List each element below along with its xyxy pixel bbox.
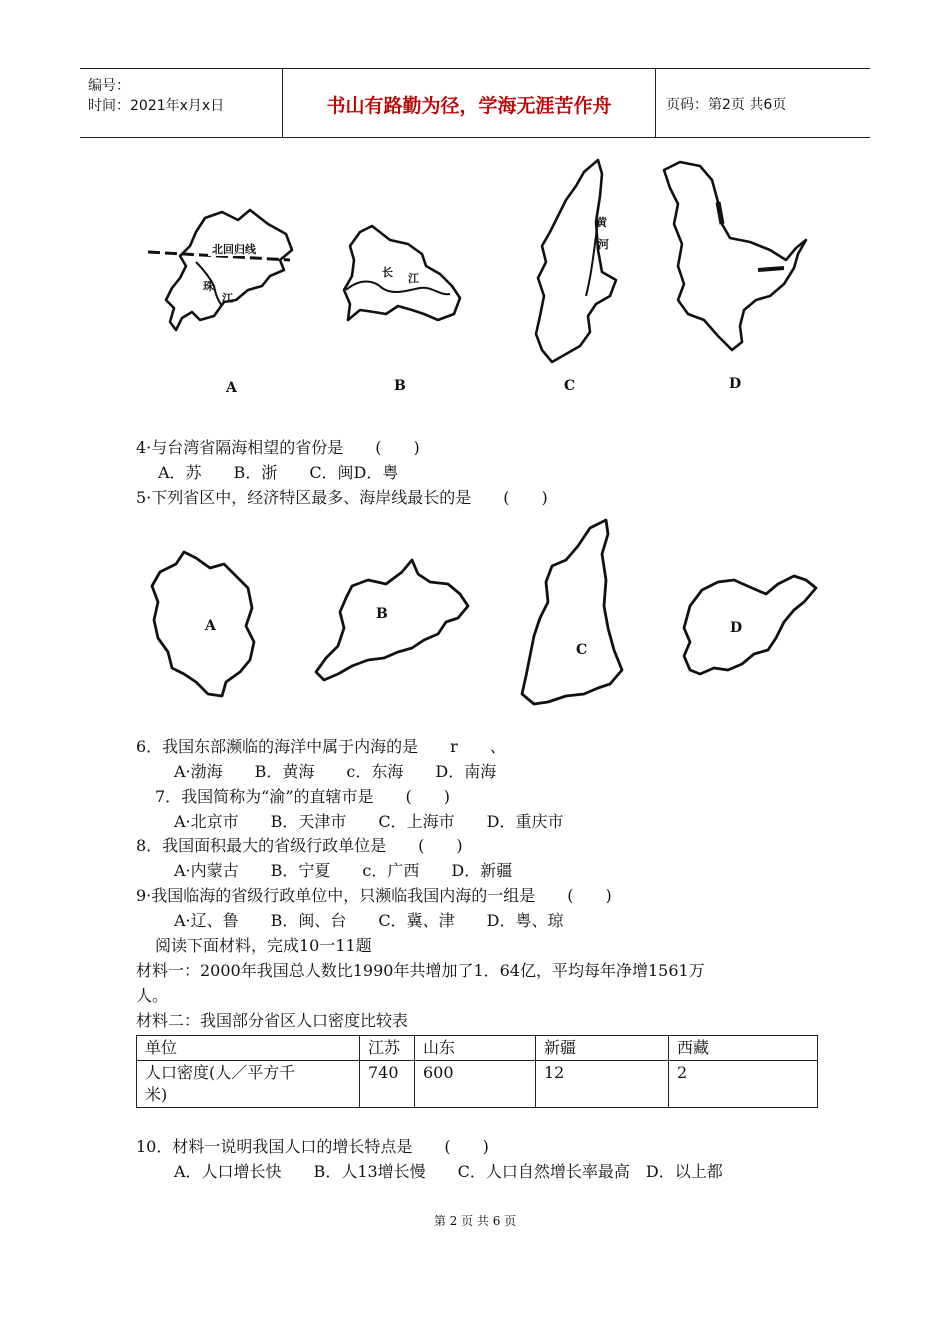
map-a-outline (166, 210, 292, 330)
row-label-line-1: 人口密度(人／平方千 (145, 1063, 296, 1082)
motto: 书山有路勤为径，学海无涯苦作舟 (326, 95, 612, 117)
map-b-outline (344, 226, 460, 320)
map-c-yellow-river-label-1: 黄 (596, 216, 607, 229)
header-center-cell (283, 69, 656, 137)
map-c-yellow-river-label-2: 河 (598, 238, 609, 251)
figure1-label-c: C (564, 378, 576, 394)
table-cell: 12 (536, 1061, 669, 1108)
table-row-label (137, 1061, 360, 1108)
material-1-line-2: 人。 (136, 986, 169, 1005)
header-left-cell (80, 69, 283, 137)
q7-stem: 7．我国简称为“渝”的直辖市是 ( ) (155, 787, 451, 806)
map-2c-outline (522, 520, 622, 704)
map-c-outline (536, 160, 616, 362)
table-cell: 740 (360, 1061, 415, 1108)
table-header-cell: 西藏 (669, 1036, 818, 1061)
q4-options: A．苏 B．浙 C．闽D．粤 (158, 463, 399, 482)
map-b-yangtze-label-1: 长 (382, 266, 393, 279)
table-row (137, 1061, 818, 1108)
time-label: 时间：2021年x月x日 (88, 98, 225, 114)
table-header-row (137, 1036, 818, 1061)
page-header (80, 68, 870, 138)
q4-stem: 4·与台湾省隔海相望的省份是 ( ) (136, 438, 420, 457)
page-info: 页码：第2页 共6页 (666, 97, 787, 113)
q10-options: A．人口增长快 B．人13增长慢 C．人口自然增长率最高 D．以上都 (174, 1162, 723, 1181)
figure2-label-a: A (205, 618, 216, 634)
population-density-table (136, 1035, 818, 1108)
page-footer: 第 2 页 共 6 页 (433, 1214, 517, 1228)
table-header-cell: 新疆 (536, 1036, 669, 1061)
map-2a-outline (152, 552, 254, 696)
material-2-title: 材料二：我国部分省区人口密度比较表 (136, 1011, 409, 1030)
q8-options: A·内蒙古 B．宁夏 c．广西 D．新疆 (174, 861, 513, 880)
map-a-tropic-label: 北回归线 (212, 243, 256, 256)
q8-stem: 8．我国面积最大的省级行政单位是 ( ) (136, 836, 463, 855)
table-header-cell: 山东 (415, 1036, 536, 1061)
figure1-label-d: D (729, 376, 742, 392)
figure-1-maps (0, 150, 950, 410)
map-a-pearl-label-2: 江 (222, 292, 233, 305)
q9-options: A·辽、鲁 B．闽、台 C．冀、津 D．粤、琼 (174, 911, 564, 930)
q7-options: A·北京市 B．天津市 C．上海市 D．重庆市 (174, 812, 564, 831)
figure-2-maps (0, 510, 950, 720)
header-right-cell (656, 69, 870, 137)
map-b-yangtze-label-2: 江 (408, 272, 419, 285)
row-label-line-2: 米) (145, 1085, 168, 1104)
map-2d-outline (684, 576, 816, 674)
figure2-label-c: C (576, 642, 588, 658)
material-1-line-1: 材料一：2000年我国总人数比1990年共增加了1．64亿，平均每年净增1561万 (136, 961, 705, 980)
q10-stem: 10．材料一说明我国人口的增长特点是 ( ) (136, 1137, 489, 1156)
figure2-label-b: B (376, 606, 388, 622)
figure2-label-d: D (730, 620, 743, 636)
table-cell: 2 (669, 1061, 818, 1108)
table-cell: 600 (415, 1061, 536, 1108)
table-header-cell: 单位 (137, 1036, 360, 1061)
q6-stem: 6．我国东部濒临的海洋中属于内海的是 r 、 (136, 737, 506, 756)
table-header-cell: 江苏 (360, 1036, 415, 1061)
map-d-outline (664, 162, 806, 350)
q6-options: A·渤海 B．黄海 c．东海 D．南海 (174, 762, 497, 781)
serial-label: 编号： (88, 78, 130, 94)
figure1-label-b: B (394, 378, 406, 394)
reading-intro: 阅读下面材料，完成10一11题 (155, 936, 372, 955)
map-2b-outline (316, 560, 468, 680)
q9-stem: 9·我国临海的省级行政单位中，只濒临我国内海的一组是 ( ) (136, 886, 612, 905)
figure1-label-a: A (226, 380, 237, 396)
map-a-pearl-label-1: 珠 (203, 280, 214, 293)
q5-stem: 5·下列省区中，经济特区最多、海岸线最长的是 ( ) (136, 488, 548, 507)
